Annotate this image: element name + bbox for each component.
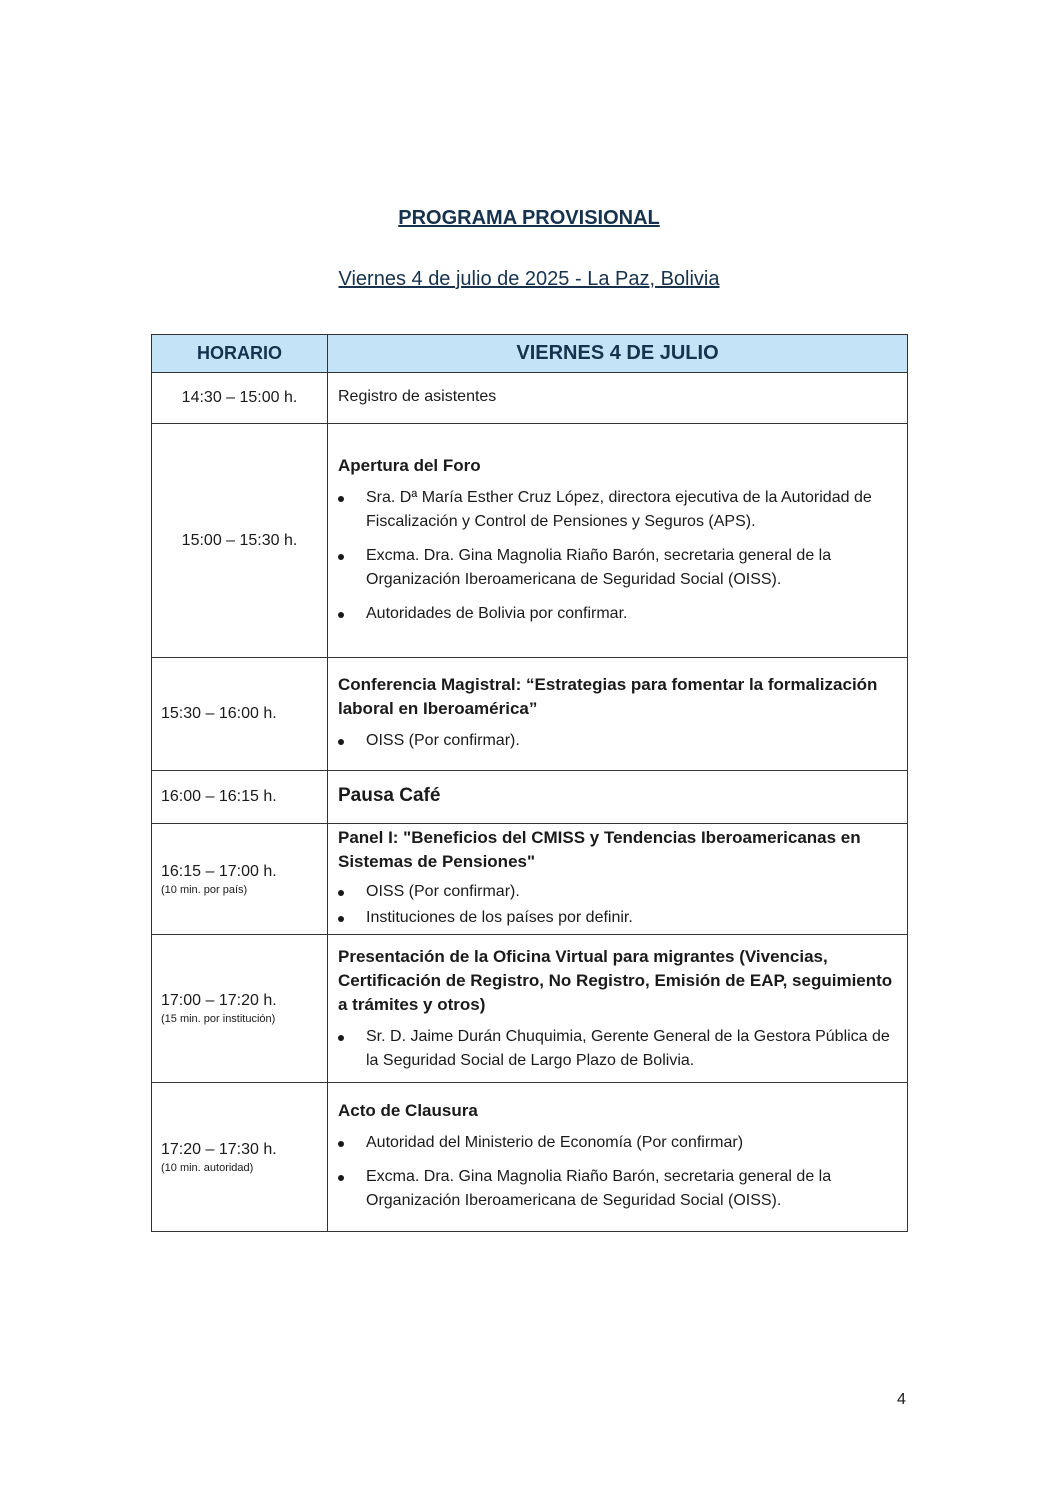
list-item: Instituciones de los países por definir. [338, 906, 895, 930]
table-header-row [152, 335, 908, 373]
activity-cell [328, 424, 908, 658]
time-cell [152, 424, 328, 658]
list-item: Autoridades de Bolivia por confirmar. [338, 602, 895, 626]
time-note: (10 min. por país) [161, 883, 248, 896]
table-row [152, 373, 908, 424]
table-row [152, 658, 908, 771]
time-cell [152, 373, 328, 424]
activity-title: Acto de Clausura [338, 1101, 478, 1120]
activity-cell [328, 658, 908, 771]
header-day: VIERNES 4 DE JULIO [328, 335, 908, 373]
activity-title: Conferencia Magistral: “Estrategias para fomentar la formalización laboral en Iberoamérica” [338, 675, 878, 718]
list-item: Excma. Dra. Gina Magnolia Riaño Barón, secretaria general de la Organización Iberoamericana de Seguridad Social (OISS). [338, 544, 895, 592]
table-row [152, 824, 908, 935]
list-item: Excma. Dra. Gina Magnolia Riaño Barón, secretaria general de la Organización Iberoamericana de Seguridad Social (OISS). [338, 1165, 895, 1213]
activity-cell [328, 824, 908, 935]
time-label: 16:00 – 16:15 h. [161, 788, 277, 805]
table-row [152, 1083, 908, 1232]
activity-cell [328, 771, 908, 824]
time-label: 15:30 – 16:00 h. [161, 705, 277, 722]
time-note: (10 min. autoridad) [161, 1161, 254, 1174]
activity-cell [328, 1083, 908, 1232]
list-item: Sr. D. Jaime Durán Chuquimia, Gerente General de la Gestora Pública de la Seguridad Social de Largo Plazo de Bolivia. [338, 1025, 895, 1073]
list-item: OISS (Por confirmar). [338, 880, 895, 904]
list-item: Autoridad del Ministerio de Economía (Por confirmar) [338, 1131, 895, 1155]
time-label: 14:30 – 15:00 h. [181, 389, 298, 406]
time-cell [152, 658, 328, 771]
activity-cell [328, 935, 908, 1083]
activity-title: Pausa Café [338, 785, 441, 806]
activity-title: Apertura del Foro [338, 455, 481, 475]
program-table [151, 334, 908, 1232]
speaker-list [338, 729, 895, 753]
time-label: 15:00 – 15:30 h. [181, 531, 298, 549]
speaker-list [338, 880, 895, 930]
activity-cell [328, 373, 908, 424]
time-label: 16:15 – 17:00 h. [161, 862, 277, 880]
time-cell [152, 824, 328, 935]
page-number: 4 [897, 1391, 906, 1408]
speaker-list [338, 1025, 895, 1073]
speaker-list [338, 1131, 895, 1213]
list-item: Sra. Dª María Esther Cruz López, directora ejecutiva de la Autoridad de Fiscalización y Control de Pensiones y Seguros (APS). [338, 486, 895, 534]
table-row [152, 424, 908, 658]
time-cell [152, 771, 328, 824]
time-cell [152, 1083, 328, 1232]
list-item: OISS (Por confirmar). [338, 729, 895, 753]
speaker-list [338, 486, 895, 626]
time-label: 17:20 – 17:30 h. [161, 1140, 277, 1158]
activity-text: Registro de asistentes [338, 388, 497, 405]
activity-title: Panel I: "Beneficios del CMISS y Tendencias Iberoamericanas en Sistemas de Pensiones" [338, 828, 861, 871]
time-note: (15 min. por institución) [161, 1013, 276, 1025]
time-cell [152, 935, 328, 1083]
table-row [152, 935, 908, 1083]
header-time: HORARIO [152, 335, 328, 373]
table-row [152, 771, 908, 824]
activity-title: Presentación de la Oficina Virtual para migrantes (Vivencias, Certificación de Registro, No Registro, Emisión de EAP, seguimiento a trámites y otros) [338, 946, 893, 1014]
page-title: PROGRAMA PROVISIONAL [398, 207, 660, 229]
time-label: 17:00 – 17:20 h. [161, 992, 277, 1009]
page-subtitle: Viernes 4 de julio de 2025 - La Paz, Bolivia [338, 268, 720, 290]
